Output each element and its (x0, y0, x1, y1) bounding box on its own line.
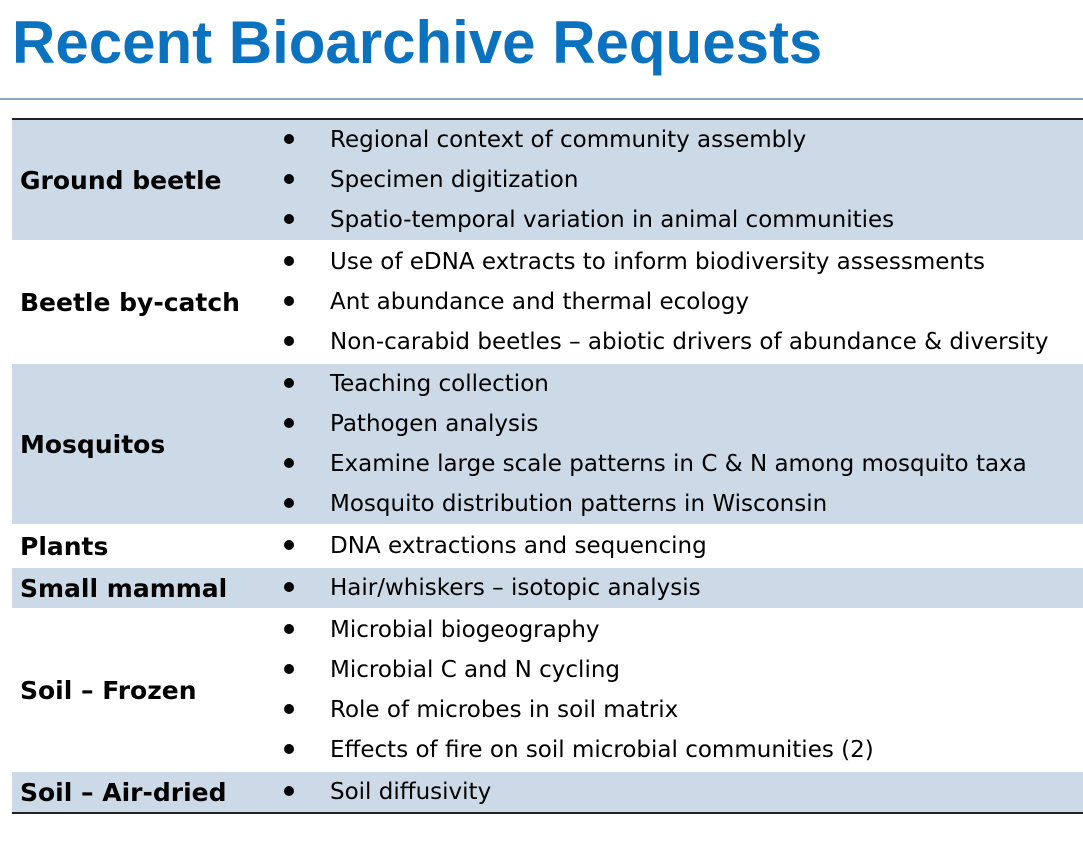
list-item-text: Regional context of community assembly (330, 127, 807, 153)
bullet-icon (284, 664, 294, 674)
request-list (272, 526, 1083, 566)
list-item (272, 650, 1083, 690)
bullet-icon (284, 498, 294, 508)
list-item (272, 404, 1083, 444)
table-row (12, 568, 1083, 610)
request-list (272, 568, 1083, 608)
list-item-text: Ant abundance and thermal ecology (330, 289, 749, 315)
bullet-icon (284, 624, 294, 634)
bullet-icon (284, 174, 294, 184)
request-list (272, 364, 1083, 524)
bullet-icon (284, 786, 294, 796)
category-label: Soil – Air-dried (20, 777, 227, 807)
list-item-text: Soil diffusivity (330, 779, 492, 805)
bullet-icon (284, 378, 294, 388)
list-item-text: Pathogen analysis (330, 411, 539, 437)
table-row (12, 610, 1083, 772)
list-item (272, 160, 1083, 200)
list-item-text: Teaching collection (330, 371, 549, 397)
request-list (272, 242, 1083, 362)
bullet-icon (284, 418, 294, 428)
bullet-icon (284, 296, 294, 306)
table-row (12, 120, 1083, 242)
list-item-text: Microbial C and N cycling (330, 657, 621, 683)
list-item-text: Specimen digitization (330, 167, 579, 193)
bullet-icon (284, 256, 294, 266)
bullet-icon (284, 582, 294, 592)
list-item (272, 200, 1083, 240)
list-item-text: Mosquito distribution patterns in Wisconsin (330, 491, 828, 517)
list-item (272, 772, 1083, 812)
list-item (272, 364, 1083, 404)
list-item-text: DNA extractions and sequencing (330, 533, 707, 559)
list-item (272, 282, 1083, 322)
table-row (12, 772, 1083, 812)
request-list (272, 610, 1083, 770)
bullet-icon (284, 744, 294, 754)
category-label: Plants (20, 531, 109, 561)
list-item (272, 484, 1083, 524)
table-row (12, 364, 1083, 526)
category-label: Beetle by-catch (20, 287, 240, 317)
list-item (272, 526, 1083, 566)
list-item-text: Role of microbes in soil matrix (330, 697, 679, 723)
bullet-icon (284, 540, 294, 550)
table-row (12, 526, 1083, 568)
bullet-icon (284, 336, 294, 346)
category-label: Soil – Frozen (20, 675, 197, 705)
list-item (272, 120, 1083, 160)
bullet-icon (284, 214, 294, 224)
list-item (272, 730, 1083, 770)
request-list (272, 772, 1083, 812)
bullet-icon (284, 458, 294, 468)
list-item-text: Examine large scale patterns in C & N among mosquito taxa (330, 451, 1027, 477)
page-title: Recent Bioarchive Requests (12, 9, 823, 76)
list-item (272, 690, 1083, 730)
title-divider (0, 98, 1083, 100)
list-item (272, 444, 1083, 484)
list-item (272, 610, 1083, 650)
list-item-text: Microbial biogeography (330, 617, 600, 643)
list-item-text: Spatio-temporal variation in animal communities (330, 207, 895, 233)
category-label: Small mammal (20, 573, 228, 603)
list-item-text: Non-carabid beetles – abiotic drivers of abundance & diversity (330, 329, 1049, 355)
list-item-text: Hair/whiskers – isotopic analysis (330, 575, 701, 601)
list-item-text: Effects of fire on soil microbial communities (2) (330, 737, 874, 763)
bullet-icon (284, 134, 294, 144)
table-row (12, 242, 1083, 364)
list-item-text: Use of eDNA extracts to inform biodiversity assessments (330, 249, 985, 275)
list-item (272, 242, 1083, 282)
bullet-icon (284, 704, 294, 714)
category-label: Ground beetle (20, 165, 222, 195)
list-item (272, 568, 1083, 608)
request-list (272, 120, 1083, 240)
requests-table (12, 118, 1083, 814)
category-label: Mosquitos (20, 429, 166, 459)
list-item (272, 322, 1083, 362)
